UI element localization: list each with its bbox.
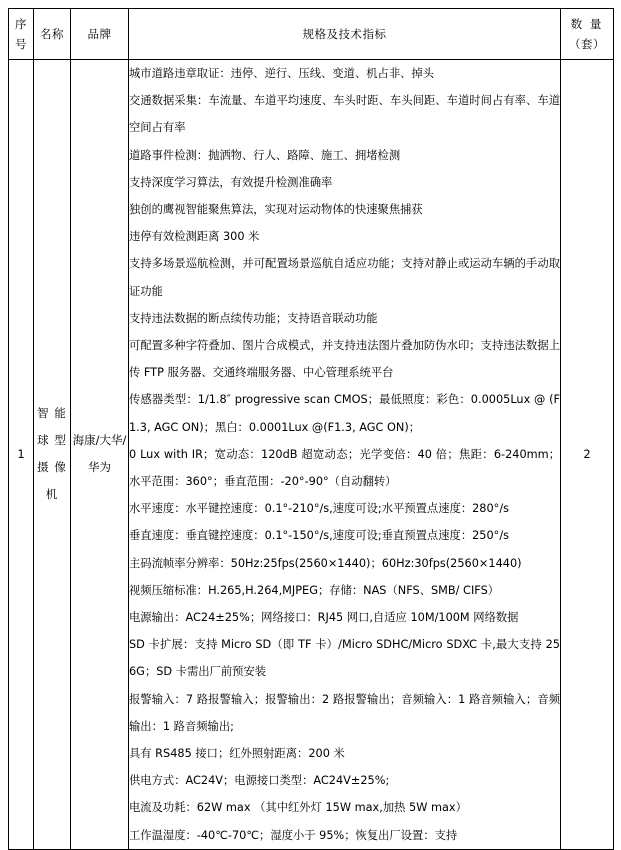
specification-line: 水平速度：水平键控速度：0.1°-210°/s,速度可设;水平预置点速度：280°/s (129, 502, 510, 516)
header-quantity-line1: 数 量 (570, 17, 604, 31)
specification-line: 可配置多种字符叠加、图片合成模式，并支持违法图片叠加防伪水印；支持违法数据上传 FTP 服务器、交通终端服务器、中心管理系统平台 (129, 339, 560, 380)
specification-line: 电流及功耗：62W max （其中红外灯 15W max,加热 5W max） (129, 801, 467, 815)
header-cell-name: 名称 (34, 9, 71, 60)
specification-line: 违停有效检测距离 300 米 (129, 230, 260, 244)
specification-line: 道路事件检测：抛洒物、行人、路障、施工、拥堵检测 (129, 148, 401, 162)
specification-line: 独创的鹰视智能聚焦算法，实现对运动物体的快速聚焦捕获 (129, 203, 423, 217)
specification-line: 城市道路违章取证：违停、逆行、压线、变道、机占非、掉头 (129, 67, 435, 80)
cell-sequence: 1 (9, 60, 34, 850)
header-cell-brand: 品牌 (71, 9, 129, 60)
specification-line: 具有 RS485 接口；红外照射距离：200 米 (129, 747, 345, 761)
table-body (9, 60, 614, 850)
cell-brand: 海康/大华/华为 (71, 60, 129, 850)
cell-name-line: 机 (45, 487, 59, 502)
specification-line: 支持多场景巡航检测，并可配置场景巡航自适应功能；支持对静止或运动车辆的手动取证功能 (129, 257, 560, 298)
specification-line: 垂直速度：垂直键控速度：0.1°-150°/s,速度可设;垂直预置点速度：250°/s (129, 529, 510, 543)
header-cell-specification: 规格及技术指标 (129, 9, 561, 60)
table-header (9, 9, 614, 60)
header-row (9, 9, 614, 60)
specification-line: 传感器类型：1/1.8″ progressive scan CMOS；最低照度：彩色：0.0005Lux @ (F1.3, AGC ON)；黑白：0.0001Lux @(F1.3, AGC ON)； (129, 393, 560, 434)
specification-line: 主码流帧率分辨率：50Hz:25fps(2560×1440)；60Hz:30fps(2560×1440) (129, 556, 522, 570)
specification-line: 电源输出：AC24±25%；网络接口：RJ45 网口,自适应 10M/100M 网络数据 (129, 611, 519, 625)
header-quantity-line2: （套） (569, 37, 605, 51)
cell-name (34, 60, 71, 850)
cell-name-line: 智 能 (37, 406, 67, 421)
cell-quantity: 2 (561, 60, 614, 850)
specification-line: 0 Lux with IR；宽动态：120dB 超宽动态；光学变倍：40 倍；焦距：6-240mm；水平范围：360°；垂直范围：-20°-90°（自动翻转） (129, 447, 560, 489)
specification-line: 供电方式：AC24V；电源接口类型：AC24V±25%; (129, 774, 390, 788)
specification-line: 报警输入：7 路报警输入；报警输出：2 路报警输出；音频输入：1 路音频输入；音频输出：1 路音频输出; (129, 692, 560, 733)
cell-name-stack (34, 400, 70, 508)
header-cell-sequence (9, 9, 34, 60)
specification-line: 支持深度学习算法，有效提升检测准确率 (129, 175, 333, 189)
specification-line-list (129, 60, 560, 849)
specification-line: SD 卡扩展：支持 Micro SD（即 TF 卡）/Micro SDHC/Micro SDXC 卡,最大支持 256G；SD 卡需出厂前预安装 (129, 638, 560, 679)
specification-line: 交通数据采集：车流量、车道平均速度、车头时距、车头间距、车道时间占有率、车道空间占有率 (129, 94, 560, 135)
specification-line: 视频压缩标准：H.265,H.264,MJPEG；存储：NAS（NFS、SMB/ CIFS） (129, 583, 500, 597)
cell-specification (129, 60, 561, 850)
cell-name-line: 球 型 (37, 433, 67, 448)
specification-table (8, 8, 614, 850)
header-cell-quantity (561, 9, 614, 60)
cell-name-line: 摄 像 (37, 460, 67, 475)
specification-line: 支持违法数据的断点续传功能；支持语音联动功能 (129, 311, 378, 325)
table-row (9, 60, 614, 850)
header-sequence-line1: 序 (15, 17, 27, 31)
header-sequence-line2: 号 (15, 37, 27, 51)
specification-line: 工作温湿度：-40℃-70℃；湿度小于 95%；恢复出厂设置：支持 (129, 828, 458, 842)
